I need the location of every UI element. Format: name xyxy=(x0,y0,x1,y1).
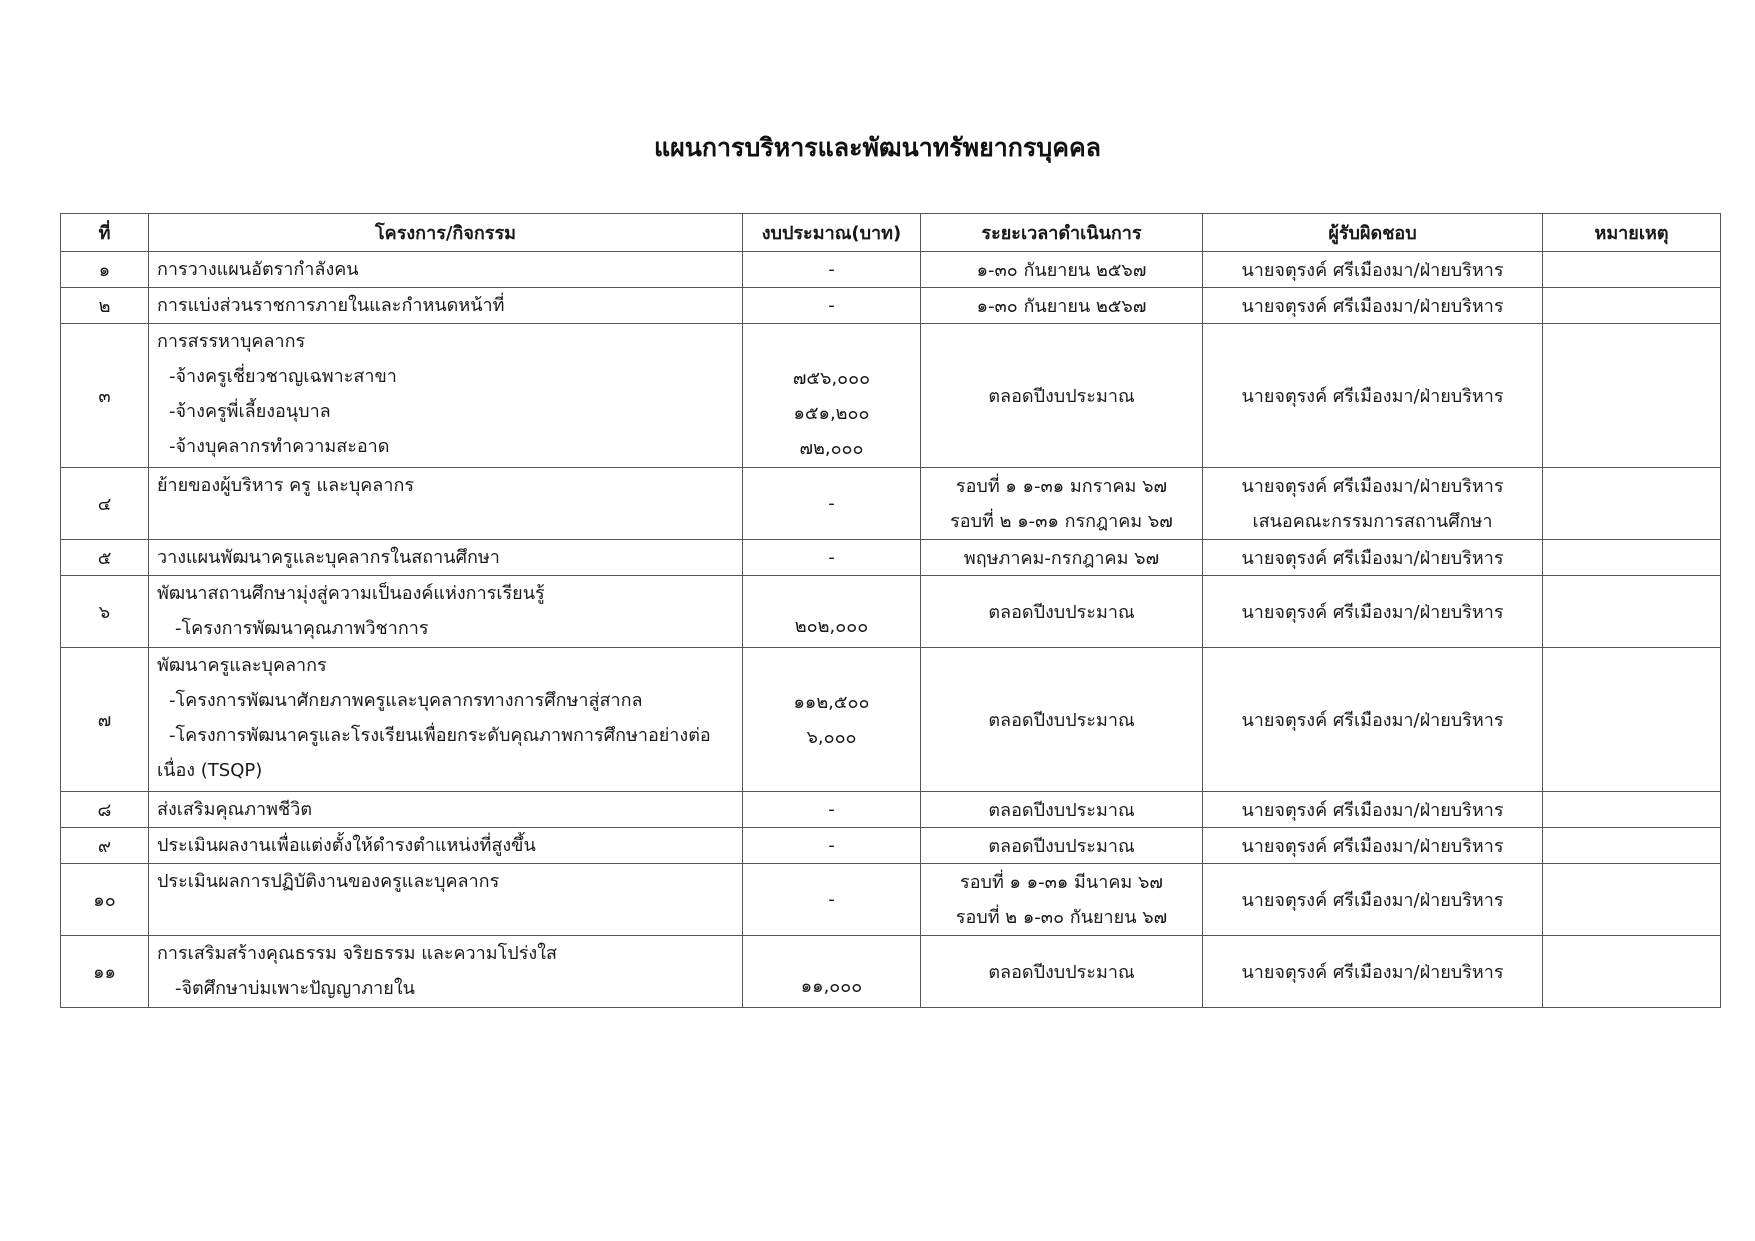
period-line: รอบที่ ๑ ๑-๓๑ มีนาคม ๖๗ xyxy=(960,871,1163,893)
row-no: ๕ xyxy=(61,540,149,576)
row-no: ๘ xyxy=(61,792,149,828)
row-project xyxy=(149,252,743,288)
row-period: ๑-๓๐ กันยายน ๒๕๖๗ xyxy=(921,252,1203,288)
row-no: ๑๐ xyxy=(61,864,149,936)
row-responsible: นายจตุรงค์ ศรีเมืองมา/ฝ่ายบริหาร xyxy=(1203,648,1543,792)
header-project: โครงการ/กิจกรรม xyxy=(149,214,743,252)
row-budget: - xyxy=(743,792,921,828)
row-responsible: นายจตุรงค์ ศรีเมืองมา/ฝ่ายบริหาร xyxy=(1203,252,1543,288)
row-no: ๙ xyxy=(61,828,149,864)
row-period: พฤษภาคม-กรกฎาคม ๖๗ xyxy=(921,540,1203,576)
table-row xyxy=(61,468,1721,540)
row-budget xyxy=(743,648,921,792)
header-no: ที่ xyxy=(61,214,149,252)
row-no: ๑๑ xyxy=(61,936,149,1008)
project-line: การวางแผนอัตรากำลังคน xyxy=(157,259,359,280)
project-line: ส่งเสริมคุณภาพชีวิต xyxy=(157,799,313,820)
table-row xyxy=(61,324,1721,468)
row-responsible: นายจตุรงค์ ศรีเมืองมา/ฝ่ายบริหาร xyxy=(1203,288,1543,324)
row-period: ตลอดปีงบประมาณ xyxy=(921,648,1203,792)
row-project xyxy=(149,540,743,576)
row-project xyxy=(149,792,743,828)
row-note xyxy=(1543,252,1721,288)
row-note xyxy=(1543,468,1721,540)
table-header-row xyxy=(61,214,1721,252)
budget-line: ๗๕๖,๐๐๐ xyxy=(792,368,871,389)
budget-line: ๑๕๑,๒๐๐ xyxy=(793,403,870,424)
row-period: ตลอดปีงบประมาณ xyxy=(921,828,1203,864)
document-title: แผนการบริหารและพัฒนาทรัพยากรบุคคล xyxy=(653,133,1102,162)
row-budget xyxy=(743,576,921,648)
row-note xyxy=(1543,648,1721,792)
table-row xyxy=(61,648,1721,792)
row-period xyxy=(921,468,1203,540)
budget-line: ๖,๐๐๐ xyxy=(806,726,857,748)
project-subitem: -โครงการพัฒนาคุณภาพวิชาการ xyxy=(175,618,429,639)
table-row xyxy=(61,936,1721,1008)
row-note xyxy=(1543,792,1721,828)
row-period: ๑-๓๐ กันยายน ๒๕๖๗ xyxy=(921,288,1203,324)
row-no: ๓ xyxy=(61,324,149,468)
project-line: พัฒนาสถานศึกษามุ่งสู่ความเป็นองค์แห่งการเรียนรู้ xyxy=(157,583,545,604)
header-responsible: ผู้รับผิดชอบ xyxy=(1203,214,1543,252)
row-project xyxy=(149,576,743,648)
table-row xyxy=(61,288,1721,324)
table-row xyxy=(61,540,1721,576)
row-no: ๔ xyxy=(61,468,149,540)
budget-line: ๑๑,๐๐๐ xyxy=(800,976,863,997)
row-no: ๗ xyxy=(61,648,149,792)
project-subitem: -โครงการพัฒนาครูและโรงเรียนเพื่อยกระดับคุณภาพการศึกษาอย่างต่อเนื่อง (TSQP) xyxy=(157,725,711,781)
project-subitem: -จิตศึกษาบ่มเพาะปัญญาภายใน xyxy=(175,978,415,999)
row-responsible: นายจตุรงค์ ศรีเมืองมา/ฝ่ายบริหาร xyxy=(1203,540,1543,576)
table-row xyxy=(61,828,1721,864)
row-responsible: นายจตุรงค์ ศรีเมืองมา/ฝ่ายบริหาร xyxy=(1203,864,1543,936)
table-row xyxy=(61,864,1721,936)
project-subitem: -จ้างครูพี่เลี้ยงอนุบาล xyxy=(169,401,331,422)
project-line: พัฒนาครูและบุคลากร xyxy=(157,655,327,676)
period-line: รอบที่ ๑ ๑-๓๑ มกราคม ๖๗ xyxy=(955,475,1168,497)
row-note xyxy=(1543,324,1721,468)
project-subitem: -จ้างครูเชี่ยวชาญเฉพาะสาขา xyxy=(169,366,397,387)
row-note xyxy=(1543,936,1721,1008)
budget-line: ๗๒,๐๐๐ xyxy=(799,438,864,459)
table-row xyxy=(61,252,1721,288)
row-project xyxy=(149,468,743,540)
row-period: ตลอดปีงบประมาณ xyxy=(921,936,1203,1008)
period-line: รอบที่ ๒ ๑-๓๐ กันยายน ๖๗ xyxy=(955,906,1168,928)
row-no: ๒ xyxy=(61,288,149,324)
row-note xyxy=(1543,576,1721,648)
row-note xyxy=(1543,288,1721,324)
row-budget: - xyxy=(743,540,921,576)
row-responsible: นายจตุรงค์ ศรีเมืองมา/ฝ่ายบริหาร xyxy=(1203,576,1543,648)
project-line: การสรรหาบุคลากร xyxy=(157,331,306,352)
project-line: การแบ่งส่วนราชการภายในและกำหนดหน้าที่ xyxy=(157,295,505,316)
row-project xyxy=(149,828,743,864)
project-line: วางแผนพัฒนาครูและบุคลากรในสถานศึกษา xyxy=(157,547,500,568)
header-budget: งบประมาณ(บาท) xyxy=(743,214,921,252)
budget-line: ๑๑๒,๕๐๐ xyxy=(793,691,870,713)
row-note xyxy=(1543,540,1721,576)
row-budget: - xyxy=(743,252,921,288)
responsible-line: เสนอคณะกรรมการสถานศึกษา xyxy=(1252,510,1493,532)
table-row xyxy=(61,792,1721,828)
row-project xyxy=(149,324,743,468)
project-subitem: -จ้างบุคลากรทำความสะอาด xyxy=(169,436,390,457)
responsible-line: นายจตุรงค์ ศรีเมืองมา/ฝ่ายบริหาร xyxy=(1241,475,1504,497)
row-responsible: นายจตุรงค์ ศรีเมืองมา/ฝ่ายบริหาร xyxy=(1203,936,1543,1008)
row-period: ตลอดปีงบประมาณ xyxy=(921,576,1203,648)
project-line: ประเมินผลงานเพื่อแต่งตั้งให้ดำรงตำแหน่งที่สูงขึ้น xyxy=(157,835,536,856)
row-budget xyxy=(743,324,921,468)
row-responsible xyxy=(1203,468,1543,540)
row-note xyxy=(1543,864,1721,936)
table-row xyxy=(61,576,1721,648)
row-project xyxy=(149,936,743,1008)
row-responsible: นายจตุรงค์ ศรีเมืองมา/ฝ่ายบริหาร xyxy=(1203,828,1543,864)
row-note xyxy=(1543,828,1721,864)
row-period xyxy=(921,864,1203,936)
row-budget: - xyxy=(743,288,921,324)
row-budget: - xyxy=(743,468,921,540)
row-period: ตลอดปีงบประมาณ xyxy=(921,324,1203,468)
row-period: ตลอดปีงบประมาณ xyxy=(921,792,1203,828)
row-responsible: นายจตุรงค์ ศรีเมืองมา/ฝ่ายบริหาร xyxy=(1203,324,1543,468)
project-line: ย้ายของผู้บริหาร ครู และบุคลากร xyxy=(157,475,415,496)
row-project xyxy=(149,288,743,324)
row-project xyxy=(149,864,743,936)
project-line: ประเมินผลการปฏิบัติงานของครูและบุคลากร xyxy=(157,871,500,892)
project-line: การเสริมสร้างคุณธรรม จริยธรรม และความโปร่งใส xyxy=(157,943,557,964)
hr-plan-table xyxy=(60,213,1721,1008)
header-period: ระยะเวลาดำเนินการ xyxy=(921,214,1203,252)
project-subitem: -โครงการพัฒนาศักยภาพครูและบุคลากรทางการศึกษาสู่สากล xyxy=(169,690,643,711)
row-no: ๑ xyxy=(61,252,149,288)
row-responsible: นายจตุรงค์ ศรีเมืองมา/ฝ่ายบริหาร xyxy=(1203,792,1543,828)
period-line: รอบที่ ๒ ๑-๓๑ กรกฎาคม ๖๗ xyxy=(950,510,1173,532)
row-budget xyxy=(743,936,921,1008)
row-budget: - xyxy=(743,864,921,936)
header-note: หมายเหตุ xyxy=(1543,214,1721,252)
row-no: ๖ xyxy=(61,576,149,648)
row-budget: - xyxy=(743,828,921,864)
row-project xyxy=(149,648,743,792)
budget-line: ๒๐๒,๐๐๐ xyxy=(794,616,869,637)
